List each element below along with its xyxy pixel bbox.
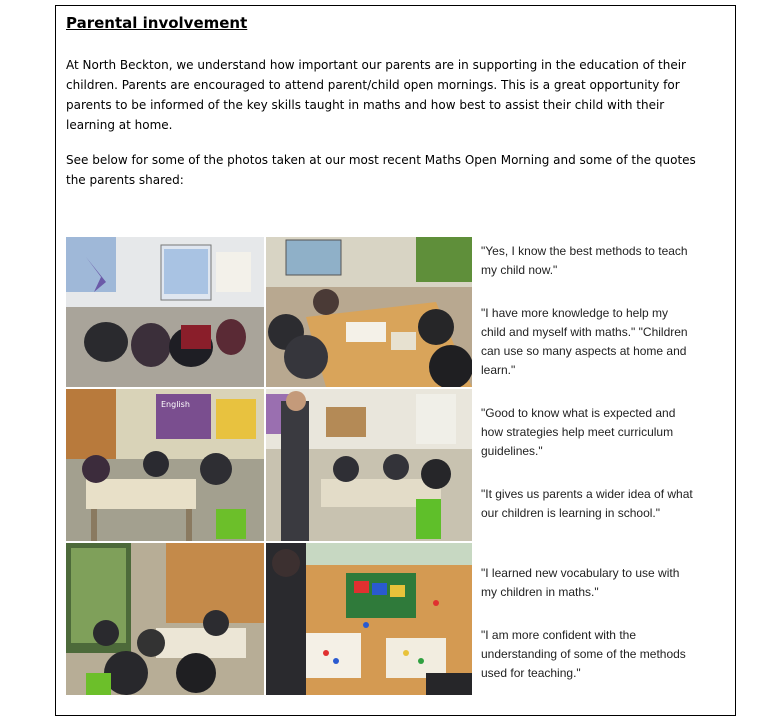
table-activity-photo <box>266 237 472 387</box>
classroom-presentation-photo <box>66 237 264 387</box>
quote-item: "Yes, I know the best methods to teach my child now." <box>481 244 688 277</box>
intro-paragraph: At North Beckton, we understand how important our parents are in supporting in the education of their children. Parents are encouraged to attend parent/child open mornings. This is a great opportunity for parents to be informed of the key skills taught in maths and how best to assist their child with their learning at home. <box>66 58 686 132</box>
group-tables-photo <box>66 389 264 541</box>
page-title: Parental involvement <box>66 14 248 32</box>
counters-activity-photo <box>266 543 472 695</box>
quote-item: "I have more knowledge to help my child and myself with maths." "Children can use so many aspects at home and learn." <box>481 306 688 377</box>
photo-collage <box>66 237 472 695</box>
quote-item: "Good to know what is expected and how strategies help meet curriculum guidelines." <box>481 406 676 458</box>
quote-item: "It gives us parents a wider idea of what our children is learning in school." <box>481 487 693 520</box>
classroom-sign-text: English <box>161 400 190 409</box>
quote-item: "I am more confident with the understanding of some of the methods used for teaching." <box>481 628 686 680</box>
teacher-helping-photo <box>266 389 472 541</box>
library-group-photo <box>66 543 264 695</box>
photos-intro-paragraph: See below for some of the photos taken at our most recent Maths Open Morning and some of the quotes the parents shared: <box>66 153 696 187</box>
quote-item: "I learned new vocabulary to use with my children in maths." <box>481 566 680 599</box>
